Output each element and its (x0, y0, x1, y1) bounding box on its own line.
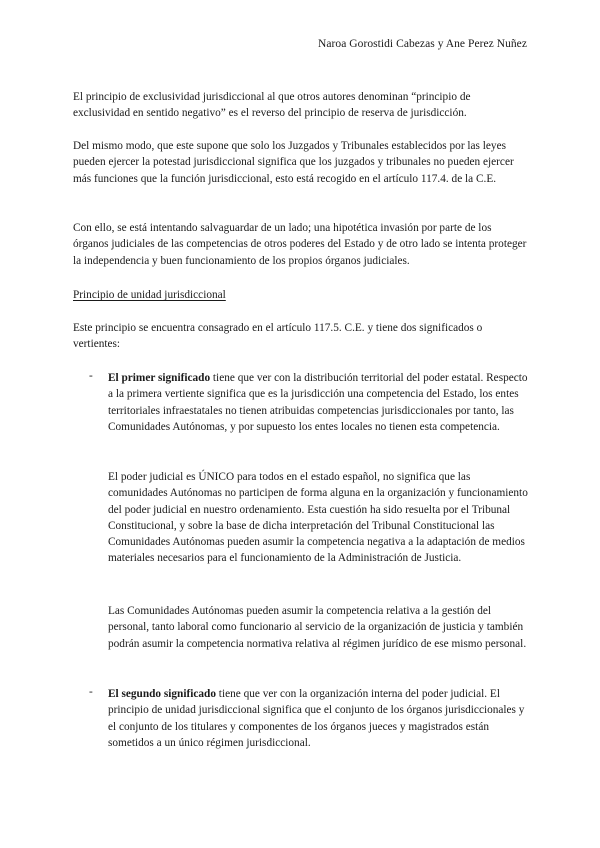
page-header-authors: Naroa Gorostidi Cabezas y Ane Perez Nuñez (318, 38, 527, 50)
bullet-bold-lead: El segundo significado (108, 688, 216, 700)
bullet-body: tiene que ver con la organización interna del poder judicial. El principio de unidad jurisdiccional significa que el conjunto de los órganos jurisdiccionales y el conjunto de los titulares y componentes de los órganos jueces y magistrados están sometidos a un único régimen jurisdiccional. (108, 688, 525, 749)
paragraph-exclusividad: El principio de exclusividad jurisdiccional al que otros autores denominan “principio de exclusividad en sentido negativo” es el reverso del principio de reserva de jurisdicción. (73, 91, 471, 120)
bullet-dash: - (89, 686, 93, 698)
section-heading: Principio de unidad jurisdiccional (73, 289, 226, 301)
bullet-bold-lead: El primer significado (108, 372, 211, 384)
bullet-body: tiene que ver con la distribución territorial del poder estatal. Respecto a la primera vertiente significa que es la jurisdicción una competencia del Estado, los entes territoriales infraestatales no tienen atribuidas competencias jurisdiccionales por tanto, las Comunidades Autónomas, y por supuesto los entes locales no tienen esta competencia. (108, 372, 528, 433)
bullet-dash: - (89, 370, 93, 382)
paragraph-con-ello: Con ello, se está intentando salvaguardar de un lado; una hipotética invasión por parte de los órganos judiciales de las competencias de otros poderes del Estado y de otro lado se intenta proteger la independencia y buen funcionamiento de los propios órganos judiciales. (73, 222, 527, 267)
bullet-item-primer-significado (108, 370, 528, 435)
bullet-paragraph-poder-unico: El poder judicial es ÚNICO para todos en el estado español, no significa que las comunidades Autónomas no participen de forma alguna en la organización y funcionamiento del poder judicial en nuestro ordenamiento. Esta cuestión ha sido resuelta por el Tribunal Constitucional, y sobre la base de dicha interpretación del Tribunal Constitucional las Comunidades Autónomas pueden asumir la competencia negativa a la adaptación de medios materiales necesarios para el funcionamiento de la Administración de Justicia. (108, 471, 528, 565)
paragraph-consagrado: Este principio se encuentra consagrado en el artículo 117.5. C.E. y tiene dos significados o vertientes: (73, 322, 483, 351)
bullet-item-segundo-significado (108, 686, 528, 751)
bullet-paragraph-gestion-personal: Las Comunidades Autónomas pueden asumir la competencia relativa a la gestión del personal, tanto laboral como funcionario al servicio de la organización de justicia y también podrán asumir la competencia normativa relativa al régimen jurídico de ese mismo personal. (108, 605, 527, 650)
paragraph-mismo-modo: Del mismo modo, que este supone que solo los Juzgados y Tribunales establecidos por las leyes pueden ejercer la potestad jurisdiccional significa que los juzgados y tribunales no pueden ejercer más funciones que la función jurisdiccional, esto está recogido en el artículo 117.4. de la C.E. (73, 140, 514, 185)
